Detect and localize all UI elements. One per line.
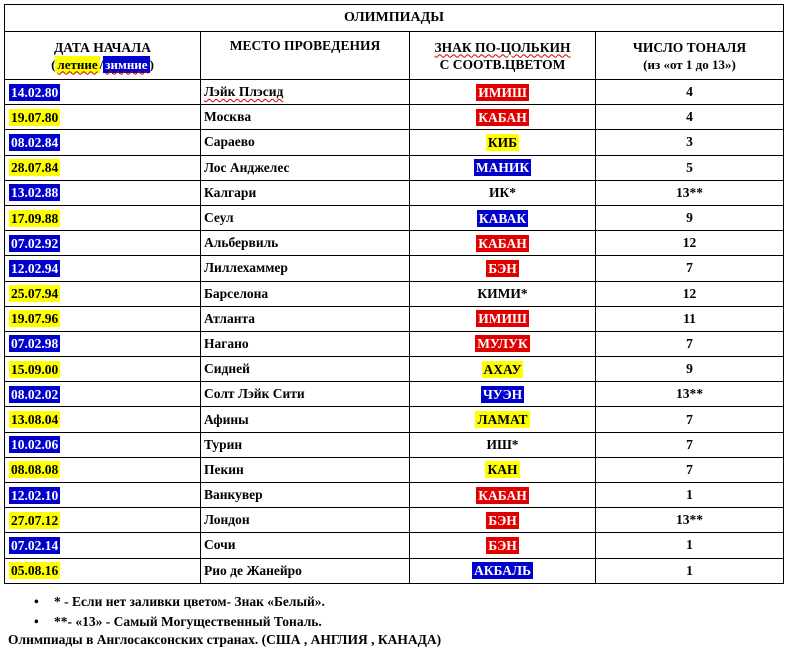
venue: Лиллехаммер [204,260,288,276]
legend-winter: зимние [105,56,148,72]
table-title: ОЛИМПИАДЫ [5,5,784,32]
table-row [5,205,784,230]
place-cell [201,155,410,180]
note-text: * - Если нет заливки цветом- Знак «Белый». [54,594,325,609]
tone-number: 12 [596,231,784,256]
venue: Нагано [204,335,249,351]
tone-number: 3 [596,130,784,155]
venue: Лондон [204,512,250,528]
start-date: 19.07.80 [11,109,59,125]
start-date: 08.02.84 [11,134,59,150]
sign-cell [410,331,596,356]
tzolkin-sign: ЛАМАТ [477,412,528,428]
date-cell [5,457,201,482]
date-cell [5,155,201,180]
tzolkin-sign: ИК* [488,185,517,201]
table-row [5,533,784,558]
header-sign [410,32,596,80]
venue: Сеул [204,210,234,226]
tone-number: 1 [596,483,784,508]
sign-cell [410,457,596,482]
tone-number: 7 [596,432,784,457]
tone-number: 7 [596,407,784,432]
sign-cell [410,508,596,533]
venue: Ванкувер [204,487,263,503]
tzolkin-sign: КАН [487,462,518,478]
date-cell [5,256,201,281]
tzolkin-sign: АХАУ [483,361,522,377]
place-cell [201,508,410,533]
start-date: 12.02.10 [11,487,59,503]
tzolkin-sign: БЭН [488,260,517,276]
date-cell [5,281,201,306]
header-date-legend: ( летние / зимние ) [51,56,154,72]
start-date: 13.02.88 [11,185,59,201]
note-text: **- «13» - Самый Могущественный Тональ. [54,614,322,629]
tzolkin-sign: КАБАН [478,235,527,251]
tzolkin-sign: ИШ* [486,437,519,453]
venue: Лос Анджелес [204,159,290,175]
tzolkin-sign: КАБАН [478,109,527,125]
tone-number: 9 [596,357,784,382]
venue: Сочи [204,537,236,553]
tone-number: 13** [596,382,784,407]
date-cell [5,357,201,382]
table-row [5,180,784,205]
start-date: 17.09.88 [11,210,59,226]
tzolkin-sign: МУЛУК [477,336,528,352]
start-date: 07.02.92 [11,235,59,251]
table-row [5,382,784,407]
table-row [5,231,784,256]
venue: Барселона [204,285,269,301]
start-date: 07.02.14 [11,537,59,553]
tone-number: 4 [596,80,784,105]
venue: Сидней [204,361,250,377]
place-cell [201,80,410,105]
start-date: 08.08.08 [11,462,59,478]
date-cell [5,407,201,432]
tzolkin-sign: БЭН [488,512,517,528]
tzolkin-sign: ИМИШ [478,311,527,327]
place-cell [201,457,410,482]
sign-cell [410,281,596,306]
venue: Москва [204,109,252,125]
place-cell [201,105,410,130]
venue: Пекин [204,461,244,477]
date-cell [5,331,201,356]
header-sign-line2: С СООТВ.ЦВЕТОМ [439,56,566,72]
sign-cell [410,130,596,155]
sign-cell [410,483,596,508]
date-cell [5,130,201,155]
sign-cell [410,382,596,407]
header-tone-line2: (из «от 1 до 13») [643,56,736,72]
venue: Сараево [204,134,255,150]
start-date: 28.07.84 [11,160,59,176]
sign-cell [410,306,596,331]
venue: Лэйк Плэсид [204,84,284,100]
sign-cell [410,432,596,457]
tone-number: 13** [596,508,784,533]
note-white-sign [4,592,784,612]
sign-cell [410,533,596,558]
start-date: 08.02.02 [11,386,59,402]
header-date [5,32,201,80]
place-cell [201,533,410,558]
place-cell [201,180,410,205]
sign-cell [410,205,596,230]
place-cell [201,483,410,508]
place-cell [201,130,410,155]
table-row [5,483,784,508]
table-row [5,357,784,382]
place-cell [201,331,410,356]
date-cell [5,80,201,105]
start-date: 14.02.80 [11,84,59,100]
start-date: 13.08.04 [11,412,59,428]
tone-number: 1 [596,558,784,583]
tzolkin-sign: КАВАК [478,210,527,226]
place-cell [201,256,410,281]
place-cell [201,205,410,230]
sign-cell [410,231,596,256]
header-place: МЕСТО ПРОВЕДЕНИЯ [201,32,410,80]
tone-number: 7 [596,331,784,356]
table-row [5,457,784,482]
tone-number: 12 [596,281,784,306]
date-cell [5,483,201,508]
tone-number: 13** [596,180,784,205]
legend-summer: летние [57,56,98,72]
header-tone-line1: ЧИСЛО ТОНАЛЯ [632,39,747,55]
table-row [5,558,784,583]
venue: Турин [204,436,243,452]
place-cell [201,432,410,457]
sign-cell [410,105,596,130]
sign-cell [410,407,596,432]
date-cell [5,432,201,457]
place-cell [201,306,410,331]
tzolkin-sign: КАБАН [478,487,527,503]
tone-number: 7 [596,457,784,482]
sign-cell [410,80,596,105]
place-cell [201,382,410,407]
table-row [5,407,784,432]
table-row [5,155,784,180]
date-cell [5,382,201,407]
place-cell [201,357,410,382]
venue: Афины [204,411,249,427]
tone-number: 11 [596,306,784,331]
start-date: 27.07.12 [11,512,59,528]
olympiads-table [4,4,784,584]
sign-cell [410,558,596,583]
date-cell [5,205,201,230]
tone-number: 7 [596,256,784,281]
date-cell [5,231,201,256]
tzolkin-sign: ЧУЭН [482,386,523,402]
venue: Альбервиль [204,235,279,251]
header-sign-line1: ЗНАК ПО-ЦОЛЬКИН [434,39,571,55]
date-cell [5,533,201,558]
tone-number: 4 [596,105,784,130]
start-date: 19.07.96 [11,311,59,327]
table-row [5,508,784,533]
venue: Рио де Жанейро [204,562,302,578]
venue: Атланта [204,310,256,326]
table-row [5,105,784,130]
start-date: 05.08.16 [11,563,59,579]
tzolkin-sign: АКБАЛЬ [473,563,532,579]
tzolkin-sign: МАНИК [475,160,530,176]
footer-anglosaxon: Олимпиады в Англосаксонских странах. (США , АНГЛИЯ , КАНАДА) [8,632,442,647]
table-row [5,80,784,105]
date-cell [5,180,201,205]
tone-number: 5 [596,155,784,180]
start-date: 10.02.06 [11,437,59,453]
header-date-label: ДАТА НАЧАЛА [54,39,151,55]
bullet: • [34,594,39,609]
date-cell [5,105,201,130]
tone-number: 9 [596,205,784,230]
note-powerful-tonal [4,612,784,632]
table-body [5,80,784,584]
tzolkin-sign: КИБ [487,134,518,150]
start-date: 25.07.94 [11,286,59,302]
table-row [5,256,784,281]
notes [4,592,784,647]
bullet: • [34,614,39,629]
table-row [5,331,784,356]
tzolkin-sign: БЭН [488,537,517,553]
tone-number: 1 [596,533,784,558]
sign-cell [410,357,596,382]
start-date: 07.02.98 [11,336,59,352]
start-date: 12.02.94 [11,260,59,276]
place-cell [201,407,410,432]
date-cell [5,558,201,583]
header-tone [596,32,784,80]
start-date: 15.09.00 [11,361,59,377]
tzolkin-sign: КИМИ* [477,286,528,302]
date-cell [5,508,201,533]
sign-cell [410,180,596,205]
venue: Калгари [204,184,257,200]
place-cell [201,558,410,583]
table-row [5,130,784,155]
sign-cell [410,155,596,180]
table-row [5,281,784,306]
place-cell [201,281,410,306]
date-cell [5,306,201,331]
tzolkin-sign: ИМИШ [478,84,527,100]
table-row [5,306,784,331]
sign-cell [410,256,596,281]
place-cell [201,231,410,256]
table-row [5,432,784,457]
venue: Солт Лэйк Сити [204,386,305,402]
